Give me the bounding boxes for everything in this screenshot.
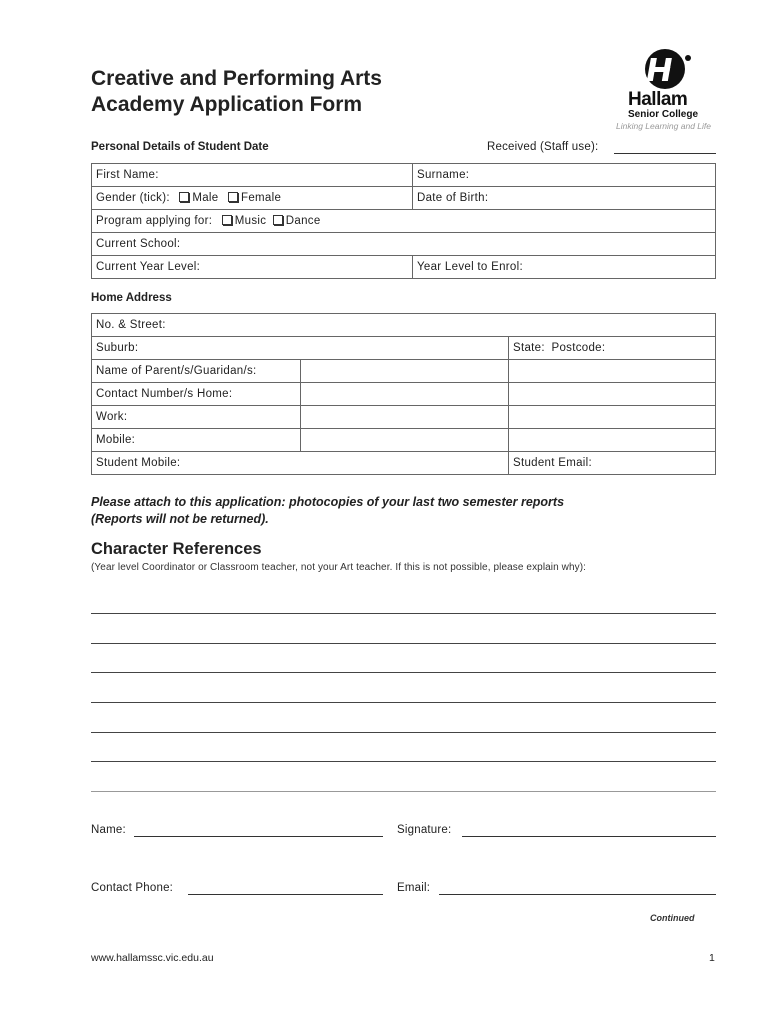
state-field[interactable]: State: (513, 342, 545, 354)
personal-details-table (91, 163, 716, 279)
home-address-table (91, 313, 716, 475)
street-field[interactable]: No. & Street: (92, 314, 716, 337)
mobile-input-2[interactable] (509, 429, 716, 452)
state-postcode-field (509, 337, 716, 360)
referee-contact-label: Contact Phone: (91, 882, 174, 894)
parent-name-input-2[interactable] (509, 360, 716, 383)
year-to-enrol-field[interactable]: Year Level to Enrol: (413, 256, 716, 279)
contact-home-input-1[interactable] (301, 383, 509, 406)
referee-signature-label: Signature: (397, 824, 452, 836)
work-input-1[interactable] (301, 406, 509, 429)
postcode-field[interactable]: Postcode: (551, 342, 606, 354)
program-field: Program applying for: Music Dance (92, 210, 716, 233)
logo-tagline: Linking Learning and Life (616, 121, 711, 131)
contact-home-input-2[interactable] (509, 383, 716, 406)
attach-note-line-2: (Reports will not be returned). (91, 512, 269, 526)
gender-field: Gender (tick): Male Female (92, 187, 413, 210)
mobile-label: Mobile: (92, 429, 301, 452)
reference-line-4[interactable] (91, 702, 716, 703)
referee-email-field[interactable] (439, 894, 716, 895)
title-line-2: Academy Application Form (91, 93, 363, 116)
reference-line-7[interactable] (91, 791, 716, 792)
referee-email-label: Email: (397, 882, 431, 894)
received-field[interactable] (614, 153, 716, 154)
work-label: Work: (92, 406, 301, 429)
contact-home-label: Contact Number/s Home: (92, 383, 301, 406)
referee-contact-field[interactable] (188, 894, 383, 895)
home-address-label: Home Address (91, 292, 172, 304)
referee-name-label: Name: (91, 824, 126, 836)
page-number: 1 (709, 952, 715, 964)
reference-line-1[interactable] (91, 613, 716, 614)
male-checkbox[interactable] (179, 192, 189, 202)
dance-checkbox[interactable] (273, 215, 283, 225)
logo-subtitle: Senior College (628, 109, 699, 120)
title-line-1: Creative and Performing Arts (91, 67, 382, 90)
suburb-field[interactable]: Suburb: (92, 337, 509, 360)
parent-name-label: Name of Parent/s/Guaridan/s: (92, 360, 301, 383)
work-input-2[interactable] (509, 406, 716, 429)
first-name-field[interactable]: First Name: (92, 164, 413, 187)
female-checkbox[interactable] (228, 192, 238, 202)
page-title (91, 66, 382, 118)
surname-field[interactable]: Surname: (413, 164, 716, 187)
reference-line-6[interactable] (91, 761, 716, 762)
current-year-field[interactable]: Current Year Level: (92, 256, 413, 279)
current-school-field[interactable]: Current School: (92, 233, 716, 256)
referee-name-field[interactable] (134, 836, 383, 837)
website-url: www.hallamssc.vic.edu.au (91, 952, 214, 964)
personal-details-label: Personal Details of Student Date (91, 141, 269, 153)
parent-name-input-1[interactable] (301, 360, 509, 383)
continued-label: Continued (650, 913, 695, 923)
attach-note (91, 494, 564, 528)
attach-note-line-1: Please attach to this application: photocopies of your last two semester reports (91, 495, 565, 509)
referee-signature-field[interactable] (462, 836, 716, 837)
logo-name: Hallam (628, 89, 688, 110)
student-mobile-field[interactable]: Student Mobile: (92, 452, 509, 475)
mobile-input-1[interactable] (301, 429, 509, 452)
music-checkbox[interactable] (222, 215, 232, 225)
dob-field[interactable]: Date of Birth: (413, 187, 716, 210)
hallam-h-logo-icon (644, 46, 694, 92)
character-references-heading: Character References (91, 540, 262, 558)
references-subtext: (Year level Coordinator or Classroom teacher, not your Art teacher. If this is not possible, please explain why): (91, 562, 587, 573)
reference-line-3[interactable] (91, 672, 716, 673)
reference-line-5[interactable] (91, 732, 716, 733)
student-email-field[interactable]: Student Email: (509, 452, 716, 475)
received-label: Received (Staff use): (487, 141, 599, 153)
reference-line-2[interactable] (91, 643, 716, 644)
